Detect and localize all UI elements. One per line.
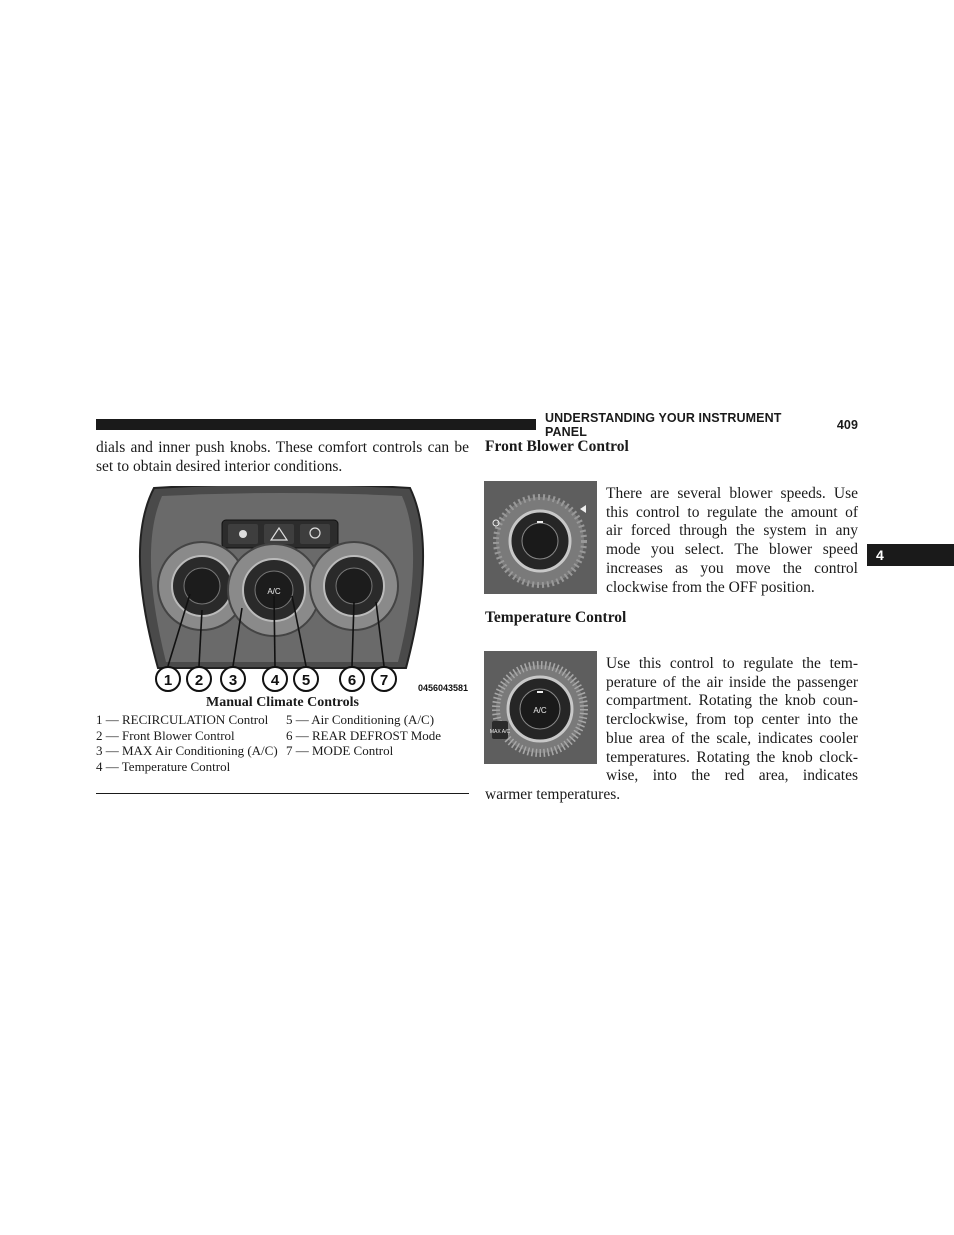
temperature-knob-photo bbox=[484, 651, 597, 764]
text-line: air forced through the system in any bbox=[606, 522, 858, 540]
temperature-tail: warmer temperatures. bbox=[485, 786, 621, 803]
intro-paragraph: dials and inner push knobs. These comfort controls can be set to obtain desired interior conditions. bbox=[96, 439, 469, 475]
text-line: temperatures. Rotating the knob clock- bbox=[606, 748, 858, 766]
text-line: terclockwise, from top center into the bbox=[606, 711, 858, 729]
figure-code: 0456043581 bbox=[417, 683, 468, 693]
legend-item: 5 — Air Conditioning (A/C) bbox=[286, 712, 435, 727]
header-rule bbox=[96, 419, 536, 430]
chapter-number: 4 bbox=[876, 547, 884, 563]
blower-knob-photo bbox=[484, 481, 597, 594]
climate-controls-figure bbox=[96, 486, 469, 696]
text-line: mode you select. The blower speed bbox=[606, 541, 858, 559]
text-line: wise, into the red area, indicates bbox=[606, 767, 858, 785]
running-header bbox=[545, 411, 858, 439]
temperature-body bbox=[606, 655, 858, 786]
section-title: UNDERSTANDING YOUR INSTRUMENT PANEL bbox=[545, 411, 782, 439]
chapter-tab bbox=[867, 544, 954, 566]
legend-item bbox=[286, 759, 469, 775]
legend-item: 7 — MODE Control bbox=[286, 743, 394, 758]
front-blower-heading: Front Blower Control bbox=[485, 438, 629, 455]
max-ac-label: MAX A/C bbox=[489, 729, 511, 735]
callout-number-6: 6 bbox=[347, 672, 357, 689]
climate-panel-illustration bbox=[96, 486, 469, 696]
callout-number-7: 7 bbox=[379, 672, 389, 689]
figure-caption: Manual Climate Controls bbox=[206, 695, 359, 710]
ac-knob-label: A/C bbox=[533, 706, 547, 715]
legend-item: 3 — MAX Air Conditioning (A/C) bbox=[96, 743, 278, 758]
callout-number-4: 4 bbox=[270, 672, 280, 689]
legend-item: 6 — REAR DEFROST Mode bbox=[286, 727, 442, 743]
legend-divider bbox=[96, 793, 469, 794]
text-line: perature of the air inside the passenger bbox=[606, 673, 858, 691]
text-line: Use this control to regulate the tem- bbox=[606, 655, 858, 672]
legend-item: 1 — RECIRCULATION Control bbox=[96, 712, 269, 727]
text-line: blue area of the scale, indicates cooler bbox=[606, 729, 858, 747]
figure-legend bbox=[96, 712, 469, 774]
page-number: 409 bbox=[836, 418, 858, 432]
callout-number-1: 1 bbox=[163, 672, 173, 689]
text-line: There are several blower speeds. Use bbox=[606, 485, 858, 502]
text-line: compartment. Rotating the knob coun- bbox=[606, 692, 858, 710]
callout-number-3: 3 bbox=[228, 672, 238, 689]
text-line: clockwise from the OFF position. bbox=[606, 578, 815, 596]
callout-number-2: 2 bbox=[194, 672, 204, 689]
ac-knob-label: A/C bbox=[267, 587, 281, 596]
front-blower-body bbox=[606, 485, 858, 597]
blower-knob-illustration bbox=[484, 481, 597, 594]
text-line: increases as you move the control bbox=[606, 559, 858, 577]
legend-item: 4 — Temperature Control bbox=[96, 758, 231, 774]
text-line: this control to regulate the amount of bbox=[606, 503, 858, 521]
temperature-knob-illustration bbox=[484, 651, 597, 764]
legend-item: 2 — Front Blower Control bbox=[96, 727, 235, 743]
callout-number-5: 5 bbox=[301, 672, 311, 689]
temperature-heading: Temperature Control bbox=[485, 609, 627, 626]
